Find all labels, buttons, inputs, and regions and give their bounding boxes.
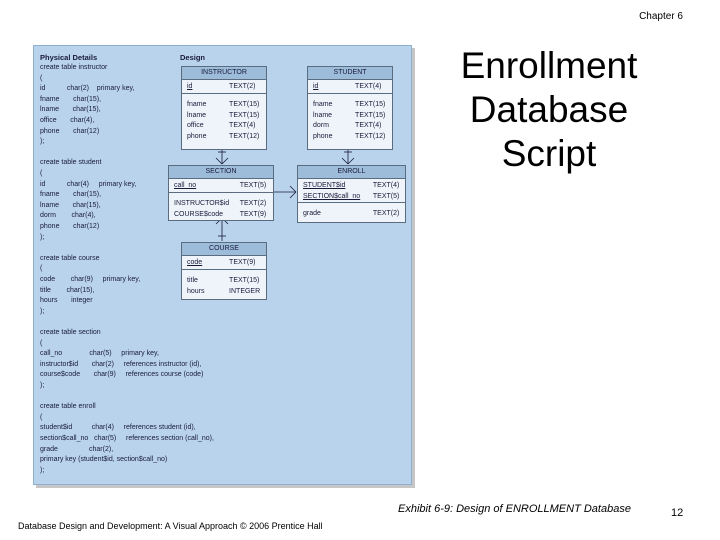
slide-title (440, 44, 658, 176)
field-type: TEXT(9) (229, 259, 256, 266)
field-name: fname (187, 101, 207, 108)
script-line: ( (40, 265, 43, 273)
script-line: create table section (40, 329, 101, 336)
script-line: lname char(15), (40, 201, 101, 209)
script-line: code char(9) primary key, (40, 276, 141, 283)
primary-key-row (182, 80, 266, 94)
exhibit-figure (33, 45, 412, 485)
entity-name: ENROLL (298, 166, 405, 179)
script-line: ); (40, 382, 45, 389)
field-type: TEXT(5) (372, 192, 400, 200)
script-line: instructor$id char(2) references instructor (id), (40, 360, 202, 368)
field-type: TEXT(15) (229, 101, 260, 108)
field-name: call_no (174, 182, 197, 189)
field-row (169, 199, 273, 210)
field-type: TEXT(12) (355, 132, 386, 140)
primary-key-row (182, 256, 266, 270)
script-line: call_no char(5) primary key, (40, 350, 159, 358)
script-line: create table enroll (40, 403, 96, 411)
title-line-1: Enrollment (460, 45, 638, 86)
primary-key-row (308, 80, 392, 94)
field-row (182, 111, 266, 122)
field-row (182, 276, 266, 287)
field-type: TEXT(15) (229, 111, 260, 119)
field-name: STUDENT$id (303, 182, 346, 189)
script-line: id char(4) primary key, (40, 180, 137, 188)
field-type: TEXT(4) (229, 122, 256, 129)
field-name: id (313, 83, 319, 90)
field-type: TEXT(2) (239, 200, 267, 207)
exhibit-caption: Exhibit 6-9: Design of ENROLLMENT Database (398, 503, 631, 515)
script-line: title char(15), (40, 286, 95, 294)
field-name: phone (313, 132, 333, 140)
entity-name: SECTION (169, 166, 273, 179)
title-line-3: Script (501, 133, 597, 174)
field-type: TEXT(15) (229, 277, 260, 284)
field-name: phone (187, 132, 207, 140)
field-type: TEXT(2) (229, 83, 256, 90)
field-name: grade (303, 210, 321, 217)
student-entity (307, 66, 393, 150)
key-row (298, 192, 405, 204)
physical-details-heading: Physical Details (40, 53, 98, 62)
field-name: title (187, 277, 198, 284)
field-type: TEXT(9) (239, 210, 267, 218)
script-line: hours integer (40, 297, 93, 305)
field-row (169, 210, 273, 221)
entity-name: COURSE (182, 243, 266, 256)
primary-key-row (169, 179, 273, 193)
script-line: ); (40, 307, 45, 315)
field-type: TEXT(5) (239, 182, 267, 189)
script-line: student$id char(4) references student (id), (40, 424, 196, 432)
course-entity (181, 242, 267, 300)
script-line: ); (40, 233, 45, 241)
script-line: create table course (40, 254, 100, 262)
field-name: SECTION$call_no (303, 192, 361, 200)
script-line: ( (40, 339, 43, 347)
field-name: lname (187, 111, 207, 119)
entity-name: STUDENT (308, 67, 392, 80)
script-line: ( (40, 74, 43, 82)
script-line: create table student (40, 159, 102, 167)
script-line: fname char(15), (40, 95, 102, 103)
field-row (308, 111, 392, 122)
script-line: ); (40, 466, 45, 474)
field-name: INSTRUCTOR$id (174, 200, 230, 207)
script-line: phone char(12) (40, 127, 100, 135)
field-type: TEXT(4) (355, 122, 382, 129)
field-row (182, 132, 266, 143)
field-type: TEXT(4) (355, 83, 382, 90)
script-line: office char(4), (40, 117, 95, 124)
field-type: TEXT(15) (355, 111, 386, 119)
title-line-2: Database (469, 89, 629, 130)
script-line: phone char(12) (40, 223, 100, 230)
field-type: INTEGER (229, 287, 261, 295)
instructor-entity (181, 66, 267, 150)
page-number: 12 (671, 507, 684, 519)
script-line: course$code char(9) references course (code) (40, 371, 204, 379)
script-line: create table instructor (40, 64, 108, 71)
field-row (308, 132, 392, 143)
field-name: dorm (313, 122, 329, 129)
field-type: TEXT(2) (372, 210, 400, 217)
script-line: grade char(2), (40, 445, 114, 453)
field-type: TEXT(15) (355, 101, 386, 108)
chapter-label: Chapter 6 (639, 11, 683, 22)
script-line: primary key (student$id, section$call_no) (40, 456, 168, 464)
field-name: code (187, 259, 203, 266)
entity-name: INSTRUCTOR (182, 67, 266, 80)
script-line: section$call_no char(5) references section (call_no), (40, 435, 214, 442)
script-line: fname char(15), (40, 191, 102, 199)
script-line: dorm char(4), (40, 212, 96, 220)
field-row (182, 100, 266, 111)
footer-text: Database Design and Development: A Visual Approach © 2006 Prentice Hall (18, 521, 323, 531)
design-heading: Design (180, 53, 206, 62)
field-name: lname (313, 111, 333, 119)
key-row (298, 181, 405, 192)
enroll-entity (297, 165, 406, 223)
field-name: office (187, 122, 204, 129)
section-entity (168, 165, 274, 221)
script-line: id char(2) primary key, (40, 85, 135, 93)
script-line: ( (40, 413, 43, 421)
script-line: ); (40, 138, 45, 146)
field-type: TEXT(4) (372, 182, 400, 189)
field-row (308, 100, 392, 111)
field-name: COURSE$code (174, 210, 224, 218)
field-row (182, 121, 266, 132)
script-line: ( (40, 170, 43, 177)
field-row (182, 287, 266, 298)
script-line: lname char(15), (40, 106, 101, 114)
field-row (298, 209, 405, 220)
field-row (308, 121, 392, 132)
field-name: id (187, 83, 193, 90)
field-type: TEXT(12) (229, 132, 260, 140)
field-name: hours (187, 287, 205, 295)
field-name: fname (313, 101, 333, 108)
